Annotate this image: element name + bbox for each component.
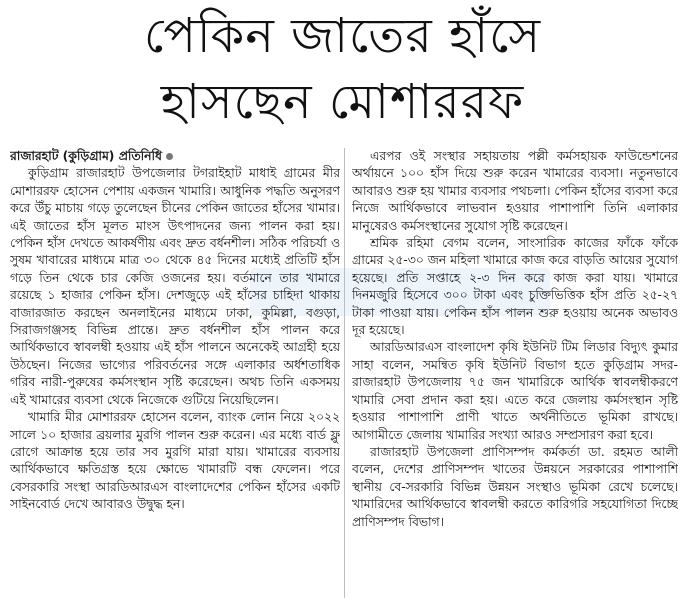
column-divider (344, 148, 345, 598)
paragraph: খামারি মীর মোশাররফ হোসেন বলেন, ব্যাংক লোন নিয়ে ২০২২ সালে ১০ হাজার ব্রয়লার মুরগি পালন শুরু করেন। এর মধ্যে বার্ড ফ্লু রোগে আক্রান্ত হয়ে তার সব মুরগি মারা যায়। খামারের ব্যবসায় আর্থিকভাবে ক্ষতিগ্রস্ত হয়ে ক্ষোভে খামারটি বন্ধ ফেলেন। পরে বেসরকারি সংস্থা আরডিআরএস বাংলাদেশের পেকিন হাঁসের একটি সাইনবোর্ড দেখে আবারও উদ্বুদ্ধ হন। (10, 410, 340, 512)
paragraph: শ্রমিক রহিমা বেগম বলেন, সাংসারিক কাজের ফাঁকে ফাঁকে গ্রামের ২৫-৩০ জন মহিলা খামারে কাজ করে বাড়তি আয়ের সুযোগ হয়েছে। প্রতি সপ্তাহে ২-৩ দিন করে কাজ করা যায়। খামারে দিনমজুরি হিসেবে ৩০০ টাকা এবং চুক্তিভিত্তিক হাঁস প্রতি ২৫-২৭ টাকা পাওয়া যায়। পেকিন হাঁস পালন শুরু হওয়ায় অনেক অভাবও দূর হয়েছে। (352, 236, 678, 338)
paragraph: আরডিআরএস বাংলাদেশ কৃষি ইউনিট টিম লিডার বিদ্যুৎ কুমার সাহা বলেন, সমন্বিত কৃষি ইউনিট বিভাগ হতে কুড়িগ্রাম সদর-রাজারহাট উপজেলায় ৭৫ জন খামারিকে আর্থিক স্বাবলম্বীকরণে খামারি সেবা প্রদান করা হয়। এতে করে জেলায় কর্মসংস্থান সৃষ্টি হওয়ার পাশাপাশি প্রাণী খাতে অর্থনীতিতে ভূমিকা রাখছে। আগামীতে জেলায় খামারির সংখ্যা আরও সম্প্রসারণ করা হবে। (352, 340, 678, 442)
paragraph: কুড়িগ্রাম রাজারহাট উপজেলার টগরাইহাট মাধাই গ্রামের মীর মোশাররফ হোসেন পেশায় একজন খামারি। আধুনিক পদ্ধতি অনুসরণ করে উঁচু মাচায় গড়ে তুলেছেন চীনের পেকিন জাতের হাঁসের খামার। এই জাতের হাঁস মূলত মাংস উৎপাদনের জন্য পালন করা হয়। পেকিন হাঁস দেখতে আকর্ষণীয় এবং দ্রুত বর্ধনশীল। সঠিক পরিচর্যা ও সুষম খাবারের মাধ্যমে মাত্র ৩০ থেকে ৪৫ দিনের মধ্যেই প্রতিটি হাঁস গড়ে তিন থেকে চার কেজি ওজনের হয়। বর্তমানে তার খামারে রয়েছে ১ হাজার পেকিন হাঁস। দেশজুড়ে এই হাঁসের চাহিদা থাকায় বাজারজাত করছেন অনলাইনের মাধ্যমে ঢাকা, কুমিল্লা, বগুড়া, সিরাজগঞ্জসহ বিভিন্ন প্রান্তে। দ্রুত বর্ধনশীল হাঁস পালন করে আর্থিকভাবে স্বাবলম্বী হওয়ায় এই হাঁস পালনে অনেকেই আগ্রহী হয়ে উঠছেন। নিজের ভাগ্যের পরিবর্তনের সঙ্গে এলাকার অর্ধশতাধিক গরিব নারী-পুরুষের কর্মসংস্থান সৃষ্টি করেছেন। অথচ তিনি একসময় এই খামারের ব্যবসা থেকে নিজেকে গুটিয়ে নিয়েছিলেন। (10, 166, 340, 407)
article-column-right (352, 148, 678, 600)
headline-line-2: হাসছেন মোশাররফ (160, 74, 525, 130)
headline-line-1: পেকিন জাতের হাঁসে (143, 8, 542, 64)
paragraph: এরপর ওই সংস্থার সহায়তায় পল্লী কর্মসহায়ক ফাউন্ডেশনের অর্থায়নে ১০০ হাঁস দিয়ে শুরু করেন খামারের ব্যবসা। নতুনভাবে আবারও শুরু হয় খামার ব্যবসার পথচলা। পেকিন হাঁসের ব্যবসা করে নিজে আর্থিকভাবে লাভবান হওয়ার পাশাপাশি তিনি এলাকার মানুষেরও কর্মসংস্থানের সুযোগ সৃষ্টি করেছেন। (352, 149, 678, 233)
byline: রাজারহাট (কুড়িগ্রাম) প্রতিনিধি (10, 149, 162, 163)
paragraph: রাজারহাট উপজেলা প্রাণিসম্পদ কর্মকর্তা ডা. রহমত আলী বলেন, দেশের প্রাণিসম্পদ খাতের উন্নয়নে সরকারের পাশাপাশি স্থানীয় বে-সরকারি বিভিন্ন উন্নয়ন সংস্থাও ভূমিকা রেখে চলেছে। খামারিদের আর্থিকভাবে স্বাবলম্বী করতে কারিগরি সহযোগিতা দিচ্ছে প্রাণিসম্পদ বিভাগ। (352, 444, 678, 529)
article-column-left (10, 148, 340, 600)
byline-row (10, 148, 340, 165)
bullet-dot-icon (166, 153, 173, 160)
